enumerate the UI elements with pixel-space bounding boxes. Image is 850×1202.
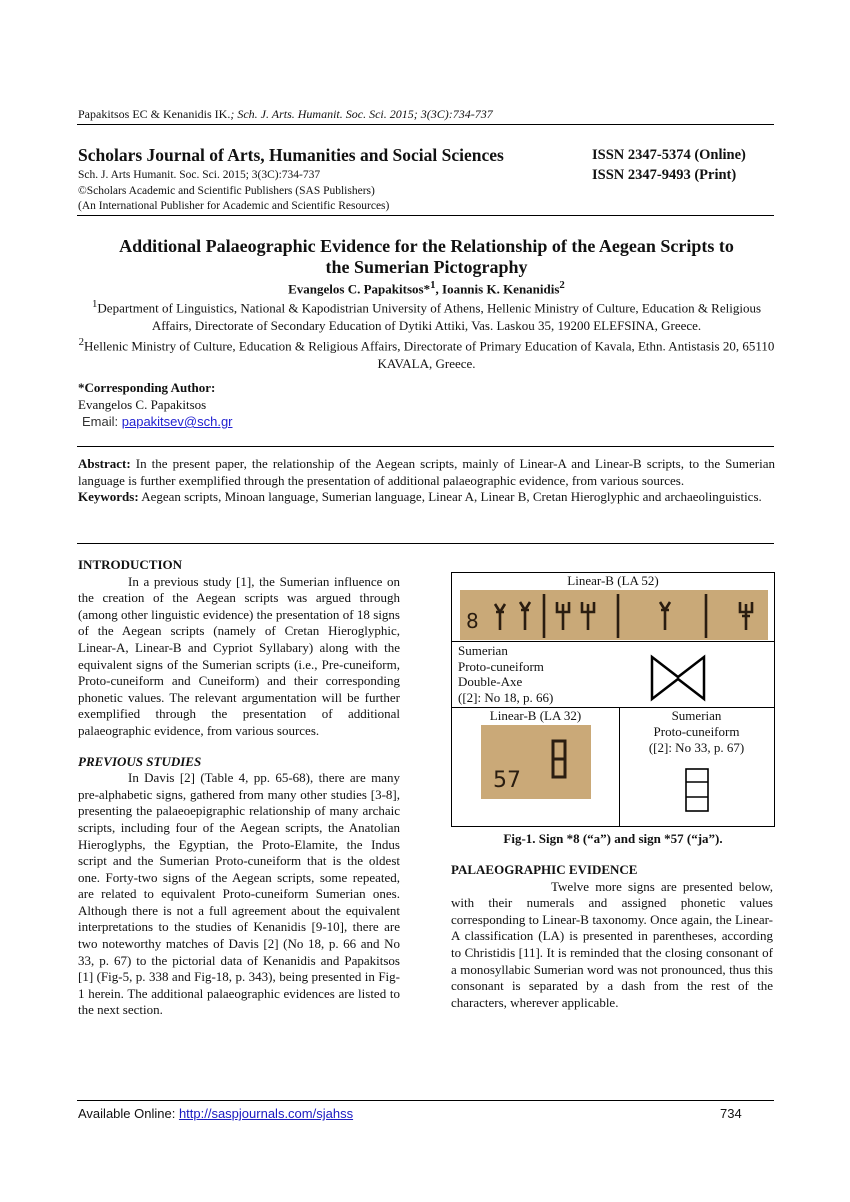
masthead-rule — [77, 215, 774, 216]
right-column — [451, 862, 773, 1011]
palaeo-heading: PALAEOGRAPHIC EVIDENCE — [451, 862, 638, 877]
linear-b-photo-strip — [460, 590, 768, 640]
left-column — [78, 557, 400, 1019]
author-2: Ioannis K. Kenanidis — [442, 281, 560, 297]
author-1-affil: 1 — [430, 279, 436, 291]
affiliation-2 — [78, 334, 775, 372]
sumerian-label-line2: Proto-cuneiform — [458, 658, 544, 674]
abstract-text: In the present paper, the relationship of the Aegean scripts, mainly of Linear-A and Linear-B scripts, to the Sumerian language is further exemplified through the presentation of additional palaeographic evidence, from various sources. — [78, 456, 775, 488]
affiliation-2-text: Hellenic Ministry of Culture, Education & Religious Affairs, Directorate of Primary Education of Kavala, Ethn. Antistasis 20, 65110 KAVALA, Greece. — [84, 338, 775, 372]
photo-numeral-57: 57 — [493, 768, 521, 793]
sumerian-label-line1: Sumerian — [458, 643, 508, 658]
double-axe-sign — [648, 651, 708, 705]
keywords-text: Aegean scripts, Minoan language, Sumerian language, Linear A, Linear B, Cretan Hieroglyphic and archaeolinguistics. — [138, 489, 762, 504]
email-link[interactable]: papakitsev@sch.gr — [121, 414, 233, 429]
affiliation-1-mark: 1 — [91, 298, 98, 310]
affiliation-1 — [78, 296, 775, 334]
photo-numeral-8: 8 — [466, 609, 479, 633]
running-header — [78, 107, 493, 122]
linear-b-la32-label: Linear-B (LA 32) — [489, 708, 582, 723]
sumerian-ja-line3: ([2]: No 33, p. 67) — [648, 740, 745, 755]
photo-background — [460, 590, 768, 640]
footer-rule — [77, 1100, 774, 1101]
journal-citation-line: Sch. J. Arts Humanit. Soc. Sci. 2015; 3(3C):734-737 — [78, 169, 321, 181]
abstract-label: Abstract: — [78, 456, 131, 471]
footer-label: Available Online: — [78, 1106, 179, 1121]
previous-paragraph: In Davis [2] (Table 4, pp. 65-68), there are many pre-alphabetic signs, gathered from many other studies [3-8], presenting the palaeoepigraphic relationship of many archaic scripts, including four of the Aegean scripts, the Anatolian Hieroglyphs, the Egyptian, the Proto-Elamite, the Indus script and the Sumerian Proto-cuneiform that is the oldest one. Forty-two signs of the Aegean scripts, some repeated, are related to equivalent Proto-cuneiform Sumerian ones. Although there is not a full agreement about the equivalent interpretations to the studies of Kenanidis [9-10], there are two noteworthy matches of Davis [2] (No 18, p. 66 and No 33, p. 67) to the pictorial data of Kenanidis and Papakitsos [1] (Fig-5, p. 338 and Fig-18, p. 343), being presented in Fig-1 herein. The additional palaeographic evidences are listed to the next section. — [78, 770, 400, 1018]
issn-print: ISSN 2347-9493 (Print) — [592, 167, 737, 183]
journal-publisher-note: (An International Publisher for Academic and Scientific Resources) — [78, 200, 390, 212]
linear-b-ja-photo — [481, 725, 591, 799]
abstract-block — [78, 456, 775, 506]
page-number: 734 — [720, 1106, 742, 1121]
journal-title: Scholars Journal of Arts, Humanities and Social Sciences — [78, 145, 504, 165]
paper-title — [78, 236, 775, 278]
affiliation-2-mark: 2 — [78, 336, 85, 349]
sumerian-ja-sign — [680, 763, 716, 817]
corresponding-name: Evangelos C. Papakitsos — [78, 397, 207, 412]
palaeo-paragraph: Twelve more signs are presented below, with their numerals and assigned phonetic values corresponding to Linear-B taxonomy. Once again, the Linear-A classification (LA) is presented in parentheses, according to Christidis [11]. It is reminded that the closing consonant of a monosyllabic Sumerian word was not pronounced, thus this consonant is separated by a dash from the rest of the characters, wherever applicable. — [451, 878, 773, 1010]
paper-title-line1: Additional Palaeographic Evidence for the Relationship of the Aegean Scripts to — [119, 236, 734, 256]
figure-caption: Fig-1. Sign *8 (“a”) and sign *57 (“ja”). — [503, 831, 723, 846]
footer-url-link[interactable]: http://saspjournals.com/sjahss — [178, 1106, 354, 1121]
intro-heading: INTRODUCTION — [78, 557, 183, 572]
keywords-label: Keywords: — [78, 489, 139, 504]
intro-paragraph: In a previous study [1], the Sumerian influence on the creation of the Aegean scripts was argued through (among other linguistic evidence) the presentation of 18 signs of the Aegean scripts (namely of Cretan Hieroglyphic, Linear-A, Linear-B and Cypriot Syllabary) along with the equivalent signs of the Sumerian scripts (i.e., Pre-cuneiform, Proto-cuneiform and Cuneiform) and their corresponding phonetic values. The relevant argumentation will be further exemplified through the presentation of additional palaeographic evidence, from various sources. — [78, 573, 400, 738]
author-list — [78, 279, 775, 297]
figure-divider-1 — [452, 641, 774, 642]
running-header-citation: ; Sch. J. Arts. Humanit. Soc. Sci. 2015; 3(3C):734-737 — [230, 107, 493, 121]
author-1: Evangelos C. Papakitsos* — [288, 281, 431, 297]
previous-heading: PREVIOUS STUDIES — [78, 753, 202, 769]
email-line — [82, 414, 233, 429]
abstract-top-rule — [77, 446, 774, 447]
paper-title-line2: the Sumerian Pictography — [325, 257, 528, 277]
sumerian-ja-label — [619, 708, 774, 756]
sumerian-label-line3: Double-Axe — [458, 674, 523, 689]
email-label: Email: — [82, 414, 119, 429]
author-separator: , — [435, 281, 443, 297]
author-2-affil: 2 — [559, 279, 565, 291]
figure-1 — [451, 572, 775, 827]
running-header-authors: Papakitsos EC & Kenanidis IK. — [78, 107, 231, 121]
journal-publisher-line: ©Scholars Academic and Scientific Publishers (SAS Publishers) — [78, 185, 375, 197]
issn-online: ISSN 2347-5374 (Online) — [592, 147, 746, 163]
sumerian-double-axe-label — [458, 643, 553, 705]
abstract — [78, 456, 775, 489]
keywords — [78, 489, 775, 506]
footer-availability — [78, 1106, 353, 1121]
figure-top-label: Linear-B (LA 52) — [567, 573, 659, 588]
sumerian-ja-line2: Proto-cuneiform — [653, 724, 740, 739]
corresponding-heading: *Corresponding Author: — [78, 380, 216, 395]
header-rule — [77, 124, 774, 125]
abstract-bottom-rule — [77, 543, 774, 544]
affiliations — [78, 296, 775, 373]
corresponding-author — [78, 379, 215, 413]
affiliation-1-text: Department of Linguistics, National & Kapodistrian University of Athens, Hellenic Ministry of Culture, Education & Religious Affairs, Directorate of Secondary Education of Dytiki Attiki, Vas. Laskou 35, 19200 ELEFSINA, Greece. — [97, 300, 762, 333]
sumerian-label-line4: ([2]: No 18, p. 66) — [458, 689, 554, 705]
sumerian-ja-line1: Sumerian — [671, 708, 722, 723]
